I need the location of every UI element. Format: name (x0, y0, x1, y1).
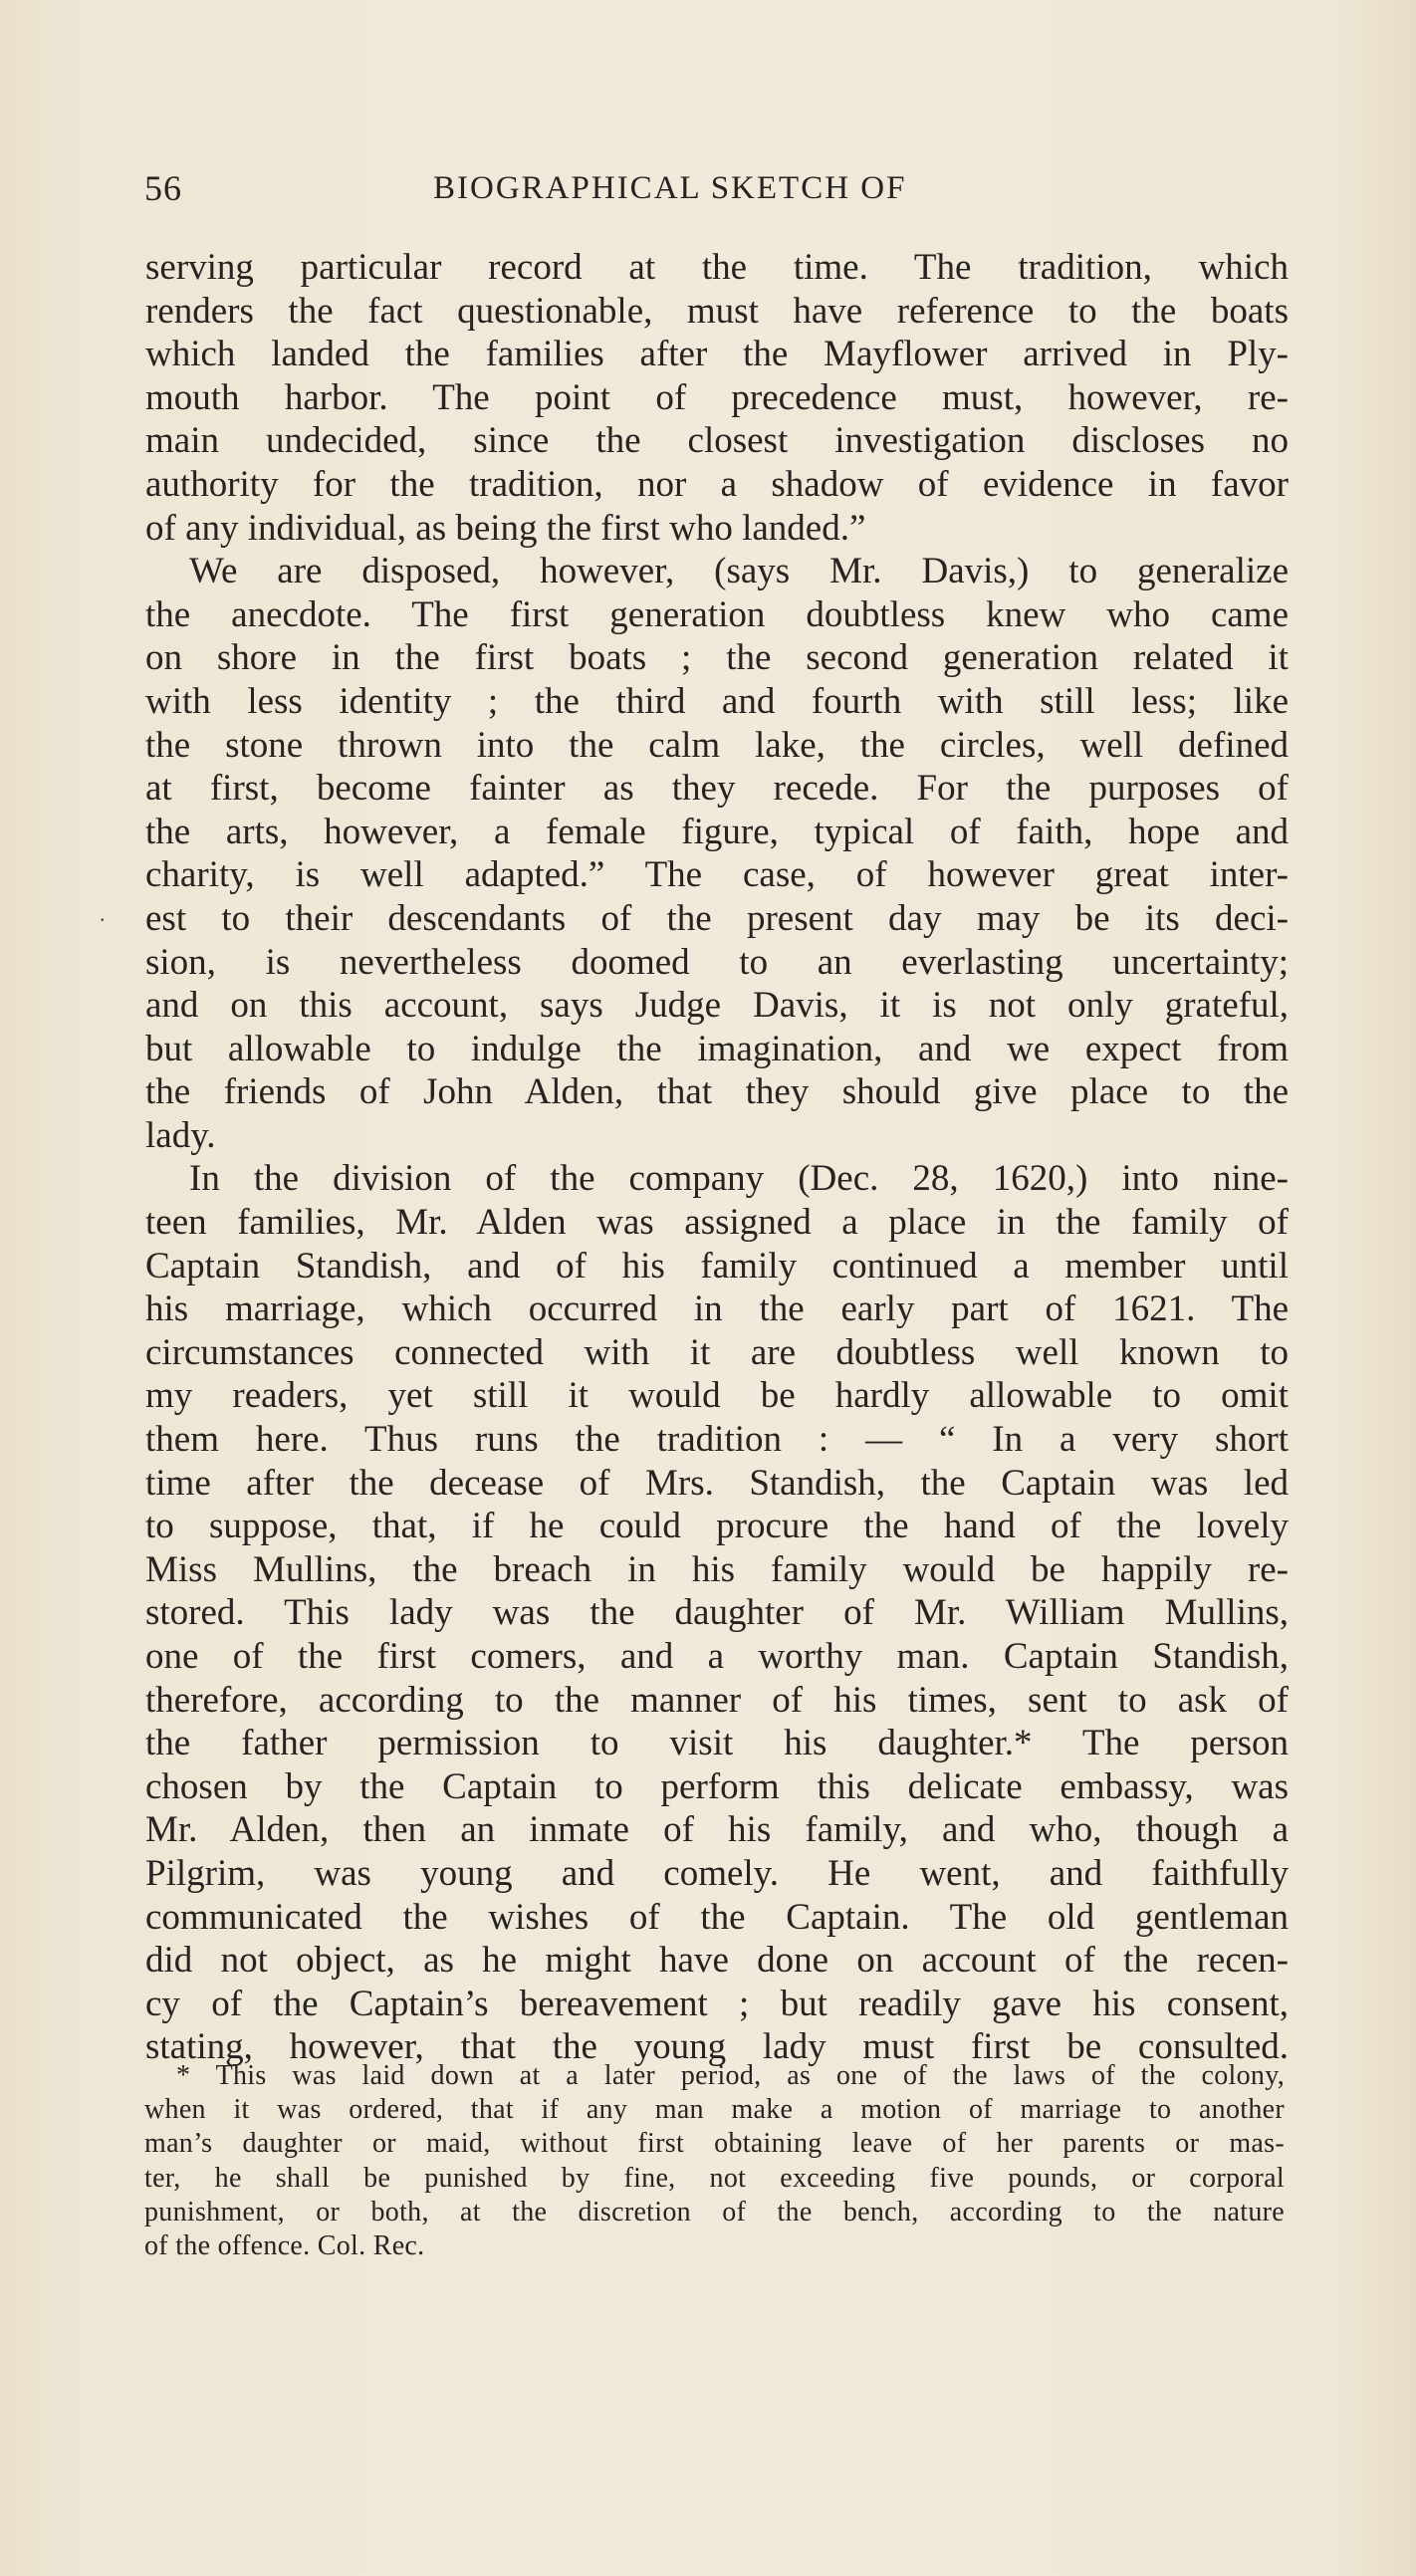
text-line: them here. Thus runs the tradition : — “ In a very short (145, 1419, 1289, 1461)
text-line: mouth harbor. The point of precedence must, however, re- (145, 376, 1289, 418)
text-line: of any individual, as being the first who landed.” (145, 507, 866, 549)
text-line: and on this account, says Judge Davis, it is not only grateful, (145, 985, 1289, 1027)
text-line: renders the fact questionable, must have reference to the boats (145, 290, 1289, 332)
text-line: authority for the tradition, nor a shadow of evidence in favor (145, 463, 1289, 505)
text-line: on shore in the first boats ; the second generation related it (145, 637, 1289, 679)
footnote-line: when it was ordered, that if any man make a motion of marriage to another (144, 2094, 1285, 2126)
footnote-line: * This was laid down at a later period, as one of the laws of the colony, (176, 2060, 1285, 2091)
text-line: time after the decease of Mrs. Standish, the Captain was led (145, 1462, 1289, 1504)
text-line: sion, is nevertheless doomed to an everlasting uncertainty; (145, 941, 1289, 983)
text-line: my readers, yet still it would be hardly allowable to omit (145, 1375, 1289, 1417)
text-line: which landed the families after the Mayflower arrived in Ply- (145, 334, 1289, 375)
text-line: chosen by the Captain to perform this delicate embassy, was (145, 1765, 1289, 1807)
page-header (144, 164, 996, 212)
text-line: his marriage, which occurred in the early part of 1621. The (145, 1288, 1289, 1330)
text-line: to suppose, that, if he could procure the hand of the lovely (145, 1506, 1289, 1547)
body-text (145, 246, 1289, 2069)
text-line: did not object, as he might have done on account of the recen- (145, 1940, 1289, 1982)
text-line: the father permission to visit his daughter.* The person (145, 1723, 1289, 1764)
text-line: stating, however, that the young lady must first be consulted. (145, 2026, 1289, 2068)
text-line: Mr. Alden, then an inmate of his family, and who, though a (145, 1809, 1289, 1851)
margin-mark: . (100, 901, 106, 926)
page-number: 56 (144, 168, 182, 208)
text-line: est to their descendants of the present day may be its deci- (145, 897, 1289, 939)
text-line: therefore, according to the manner of his times, sent to ask of (145, 1679, 1289, 1721)
text-line: the stone thrown into the calm lake, the circles, well defined (145, 724, 1289, 766)
text-line: Pilgrim, was young and comely. He went, and faithfully (145, 1852, 1289, 1894)
text-line: cy of the Captain’s bereavement ; but readily gave his consent, (145, 1983, 1289, 2024)
text-line: the anecdote. The first generation doubtless knew who came (145, 593, 1289, 635)
text-line: one of the first comers, and a worthy man. Captain Standish, (145, 1636, 1289, 1677)
text-line: charity, is well adapted.” The case, of however great inter- (145, 854, 1289, 896)
text-line: stored. This lady was the daughter of Mr. William Mullins, (145, 1592, 1289, 1634)
text-line: the arts, however, a female figure, typical of faith, hope and (145, 811, 1289, 852)
footnote (144, 2059, 1285, 2263)
paragraph-start-line: We are disposed, however, (says Mr. Davis,) to generalize (189, 551, 1289, 592)
text-line: with less identity ; the third and fourth with still less; like (145, 680, 1289, 722)
footnote-line: of the offence. Col. Rec. (144, 2229, 425, 2261)
text-line: Captain Standish, and of his family continued a member until (145, 1245, 1289, 1287)
footnote-line: punishment, or both, at the discretion of the bench, according to the nature (144, 2196, 1285, 2227)
text-line: lady. (145, 1114, 216, 1156)
text-line: circumstances connected with it are doubtless well known to (145, 1331, 1289, 1373)
text-line: teen families, Mr. Alden was assigned a place in the family of (145, 1202, 1289, 1244)
footnote-line: man’s daughter or maid, without first obtaining leave of her parents or mas- (144, 2128, 1285, 2160)
text-line: communicated the wishes of the Captain. The old gentleman (145, 1896, 1289, 1938)
text-line: but allowable to indulge the imagination, and we expect from (145, 1028, 1289, 1069)
text-line: main undecided, since the closest investigation discloses no (145, 420, 1289, 462)
text-line: the friends of John Alden, that they should give place to the (145, 1071, 1289, 1113)
text-line: Miss Mullins, the breach in his family would be happily re- (145, 1548, 1289, 1590)
text-line: at first, become fainter as they recede. For the purposes of (145, 768, 1289, 810)
footnote-line: ter, he shall be punished by fine, not exceeding five pounds, or corporal (144, 2162, 1285, 2194)
running-head: BIOGRAPHICAL SKETCH OF (433, 170, 907, 206)
paragraph-start-line: In the division of the company (Dec. 28, 1620,) into nine- (189, 1158, 1289, 1200)
text-line: serving particular record at the time. The tradition, which (145, 247, 1289, 288)
